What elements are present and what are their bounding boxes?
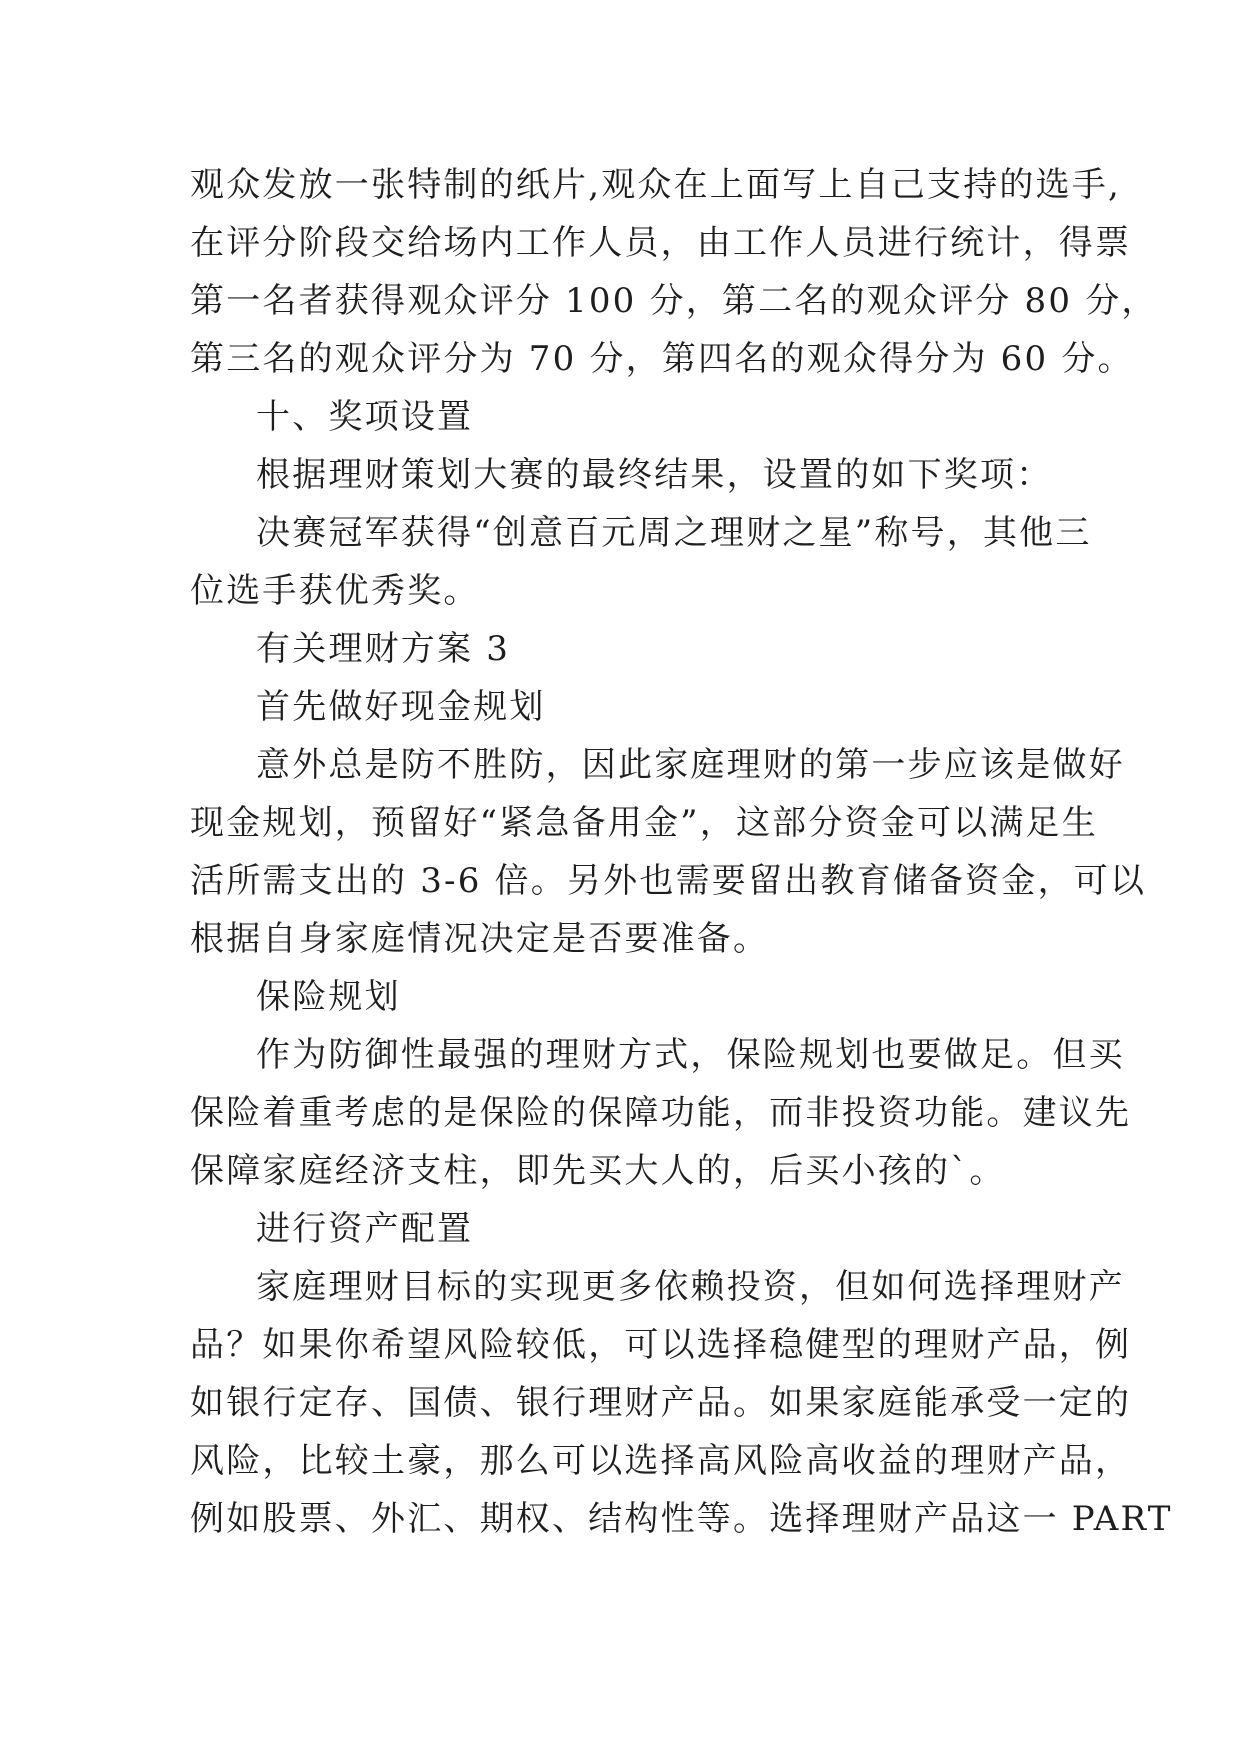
text-line: 在评分阶段交给场内工作人员，由工作人员进行统计，得票 [190, 223, 1132, 263]
text-line: 风险，比较土豪，那么可以选择高风险高收益的理财产品， [190, 1441, 1132, 1481]
text-line: 现金规划，预留好“紧急备用金”，这部分资金可以满足生 [190, 803, 1098, 843]
text-line: 保障家庭经济支柱，即先买大人的，后买小孩的`。 [190, 1151, 1006, 1191]
text-line: 作为防御性最强的理财方式，保险规划也要做足。但买 [256, 1035, 1125, 1075]
text-line: 如银行定存、国债、银行理财产品。如果家庭能承受一定的 [190, 1383, 1132, 1423]
text-line: 观众发放一张特制的纸片,观众在上面写上自己支持的选手, [190, 165, 1122, 205]
text-line: 第一名者获得观众评分 100 分，第二名的观众评分 80 分， [190, 281, 1158, 321]
text-line: 根据自身家庭情况决定是否要准备。 [190, 919, 770, 959]
text-line: 保险着重考虑的是保险的保障功能，而非投资功能。建议先 [190, 1093, 1132, 1133]
text-line: 决赛冠军获得“创意百元周之理财之星”称号，其他三 [256, 513, 1092, 553]
text-line: 例如股票、外汇、期权、结构性等。选择理财产品这一 PART [190, 1499, 1173, 1539]
text-line: 根据理财策划大赛的最终结果，设置的如下奖项： [256, 455, 1053, 495]
text-line: 品？如果你希望风险较低，可以选择稳健型的理财产品，例 [190, 1325, 1132, 1365]
section-heading: 十、奖项设置 [256, 397, 474, 437]
text-line: 家庭理财目标的实现更多依赖投资，但如何选择理财产 [256, 1267, 1125, 1307]
section-heading: 有关理财方案 3 [256, 629, 511, 669]
text-line: 第三名的观众评分为 70 分，第四名的观众得分为 60 分。 [190, 339, 1134, 379]
text-line: 位选手获优秀奖。 [190, 571, 480, 611]
section-heading: 进行资产配置 [256, 1209, 474, 1249]
section-heading: 首先做好现金规划 [256, 687, 546, 727]
section-heading: 保险规划 [256, 977, 401, 1017]
text-line: 活所需支出的 3-6 倍。另外也需要留出教育储备资金，可以 [190, 861, 1147, 901]
text-line: 意外总是防不胜防，因此家庭理财的第一步应该是做好 [256, 745, 1125, 785]
